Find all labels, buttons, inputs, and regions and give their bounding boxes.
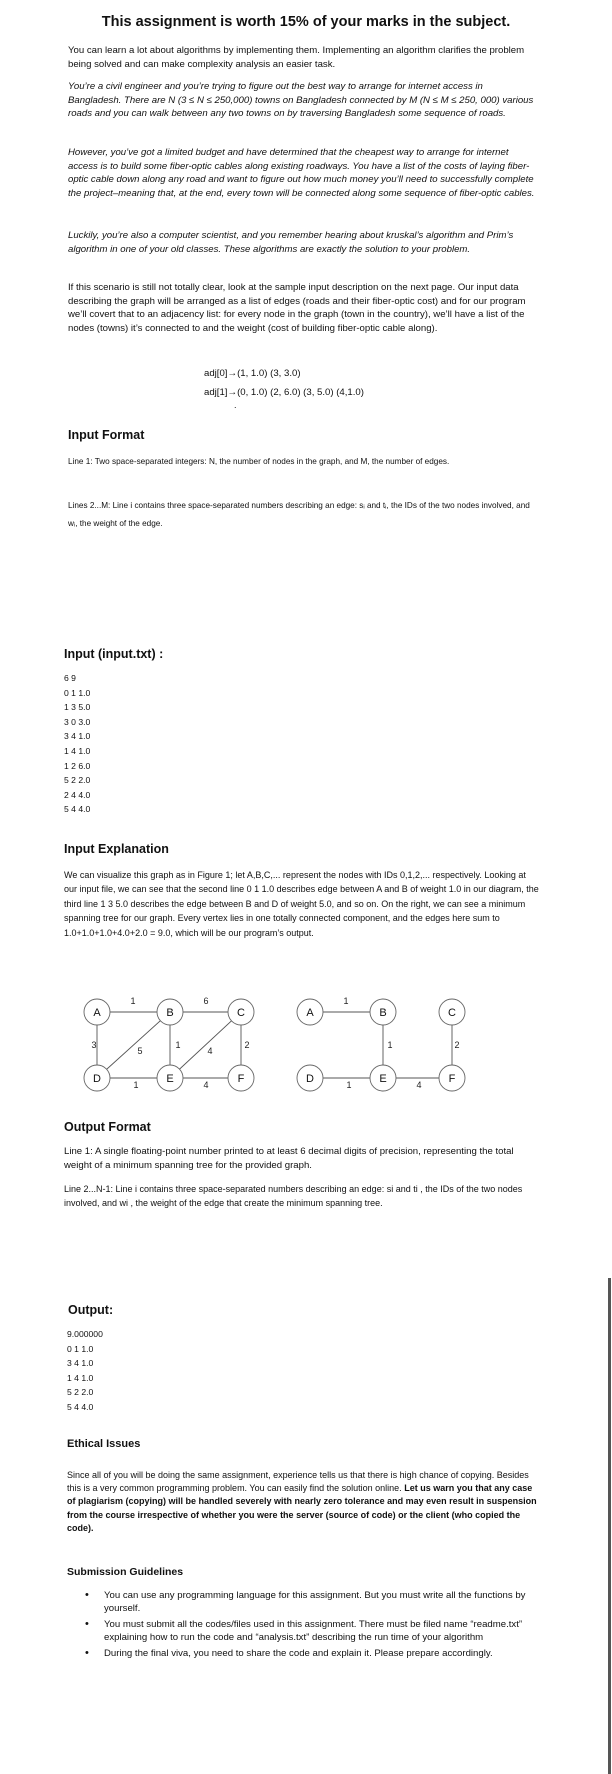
ethical-warning-text: Let us warn you that any case of plagiarism (copying) will be handled severely with nearly zero tolerance and may even result in suspension from the course irrespective of whether you were the server (source of code) or the client (who copied the code).: [67, 1483, 537, 1533]
graph-node-label-d: D: [93, 1073, 101, 1085]
output-lines: [67, 1327, 103, 1415]
output-line: 0 1 1.0: [67, 1343, 94, 1354]
input-format-line-2: Lines 2...M: Line i contains three space-separated numbers describing an edge: sᵢ and tᵢ, the IDs of the two nodes involved, and wᵢ, the weight of the edge.: [68, 501, 530, 528]
graph-edge-weight-d-e: 1: [133, 1080, 139, 1090]
scrollbar[interactable]: [608, 1278, 611, 1774]
input-explanation-text: We can visualize this graph as in Figure 1; let A,B,C,... represent the nodes with IDs 0,1,2,... respectively. Looking at our input file, we can see that the second line 0 1 1.0 describes edge between A and B of weight 1.0 in our diagram, the third line 1 3 5.0 describes the edge between B and D of weight 5.0, and so on. On the right, we can see a minimum spanning tree for our graph. Every vertex lies in one totally connected component, and the edges here sum to 1.0+1.0+1.0+4.0+2.0 = 9.0, which will be our program’s output.: [64, 870, 539, 938]
graph-edge-weight-a-b: 1: [130, 996, 136, 1006]
graph-edge-weight-b-d: 5: [137, 1046, 143, 1056]
graph-edge-weight-b-c: 6: [203, 996, 209, 1006]
graph-edge-weight-c-e: 4: [207, 1046, 213, 1056]
intro-paragraph-1: You can learn a lot about algorithms by implementing them. Implementing an algorithm clarifies the problem being solved and can make complexity analysis an easier task.: [68, 45, 525, 70]
mst-node-label-e: E: [379, 1073, 387, 1085]
mst-graph: [297, 996, 465, 1091]
output-format-heading: Output Format: [64, 1120, 151, 1134]
mst-edge-weight-b-e: 1: [387, 1040, 393, 1050]
submission-item: • During the final viva, you need to share the code and explain it. Please prepare accordingly.: [64, 1647, 534, 1660]
input-line: 6 9: [64, 673, 76, 683]
ethical-heading: Ethical Issues: [67, 1438, 141, 1450]
output-format-line-1: Line 1: A single floating-point number printed to at least 6 decimal digits of precision, representing the total weight of a minimum spanning tree for the provided graph.: [64, 1146, 514, 1171]
graph-node-label-b: B: [166, 1007, 174, 1019]
input-explanation-heading: Input Explanation: [64, 842, 169, 856]
graph-edge-weight-a-d: 3: [91, 1040, 97, 1050]
output-format-line-2: Line 2...N-1: Line i contains three space-separated numbers describing an edge: si and ti , the IDs of the two nodes involved, and wi , the weight of the edge that create the minimum spanning tree.: [64, 1184, 523, 1208]
full-graph: [84, 996, 254, 1091]
graph-node-label-a: A: [93, 1007, 101, 1019]
output-line: 3 4 1.0: [67, 1358, 94, 1369]
adjacency-dot: .: [234, 400, 237, 410]
mst-node-label-b: B: [379, 1007, 387, 1019]
graph-edge-b-d: [97, 1012, 170, 1078]
mst-edge-weight-a-b: 1: [343, 996, 349, 1006]
intro-paragraph-3: However, you’ve got a limited budget and have determined that the cheapest way to arrange for internet access is to build some fiber-optic cables along existing roadways. You have a list of the costs of laying fiber-optic cable down along any road and want to figure out how much money you’ll need to successfully complete the project–meaning that, at the end, every town will be connected along some sequence of fiber-optic cables.: [68, 147, 535, 199]
mst-edge-weight-d-e: 1: [346, 1080, 352, 1090]
graph-node-label-c: C: [237, 1007, 245, 1019]
adjacency-line-2: adj[1]→(0, 1.0) (2, 6.0) (3, 5.0) (4,1.0): [204, 387, 364, 398]
mst-edge-weight-e-f: 4: [416, 1080, 422, 1090]
submission-list: [64, 1589, 534, 1663]
output-line: 5 2 2.0: [67, 1387, 94, 1398]
input-file-heading: Input (input.txt) :: [64, 647, 164, 661]
input-line: 0 1 1.0: [64, 687, 91, 698]
input-file-lines: [64, 671, 90, 817]
input-line: 5 2 2.0: [64, 775, 91, 786]
intro-paragraph-4: Luckily, you’re also a computer scientist, and you remember hearing about kruskal’s algorithm and Prim’s algorithm in one of your old classes. These algorithms are exactly the solution to your problem.: [68, 230, 514, 255]
graph-figure: [60, 986, 540, 1102]
graph-node-label-f: F: [237, 1073, 245, 1085]
graph-edge-c-e: [170, 1012, 241, 1078]
graph-edge-weight-c-f: 2: [244, 1040, 250, 1050]
graph-edge-weight-b-e: 1: [175, 1040, 181, 1050]
adjacency-list-example: [204, 364, 364, 421]
input-format-heading: Input Format: [68, 428, 145, 442]
ethical-text: [67, 1469, 537, 1535]
input-line: 5 4 4.0: [64, 804, 91, 815]
submission-item: • You must submit all the codes/files used in this assignment. There must be filed name “readme.txt” explaining how to run the code and “analysis.txt” describing the run time of your algorithm: [64, 1618, 534, 1644]
input-line: 3 0 3.0: [64, 716, 91, 727]
submission-heading: Submission Guidelines: [67, 1566, 184, 1578]
mst-edge-weight-c-f: 2: [454, 1040, 460, 1050]
intro-paragraph-2: You’re a civil engineer and you’re trying to figure out the best way to arrange for internet access in Bangladesh. There are N (3 ≤ N ≤ 250,000) towns on Bangladesh connected by M (N ≤ M ≤ 250, 000) various roads and you can walk between any two towns on by traversing Bangladesh some sequence of roads.: [68, 81, 534, 119]
adjacency-line-1: adj[0]→(1, 1.0) (3, 3.0): [204, 368, 301, 379]
mst-node-label-d: D: [306, 1073, 314, 1085]
output-line: 1 4 1.0: [67, 1372, 94, 1383]
graph-edge-weight-e-f: 4: [203, 1080, 209, 1090]
graph-node-label-e: E: [166, 1073, 174, 1085]
mst-node-label-a: A: [306, 1007, 314, 1019]
output-line: 9.000000: [67, 1329, 103, 1339]
submission-item: • You can use any programming language for this assignment. But you must write all the functions by yourself.: [64, 1589, 534, 1615]
ethical-plain-text: Since all of you will be doing the same assignment, experience tells us that there is high chance of copying. Besides this is a very common programming problem. You can easily find the solution online.: [67, 1470, 529, 1494]
intro-paragraph-5: If this scenario is still not totally clear, look at the sample input description on the next page. Our input data describing the graph will be arranged as a list of edges (roads and their fiber-optic cost) and for our program we’ll covert that to an adjacency list: for every node in the graph (town in the country), we’ll have a list of the nodes (towns) it’s connected to and the weight (cost of building fiber-optic cable along).: [68, 282, 526, 334]
input-line: 2 4 4.0: [64, 789, 91, 800]
input-line: 1 4 1.0: [64, 745, 91, 756]
input-line: 3 4 1.0: [64, 731, 91, 742]
page-title: This assignment is worth 15% of your marks in the subject.: [101, 14, 511, 30]
mst-node-label-f: F: [448, 1073, 456, 1085]
mst-node-label-c: C: [448, 1007, 456, 1019]
input-line: 1 3 5.0: [64, 702, 91, 713]
input-line: 1 2 6.0: [64, 760, 91, 771]
output-line: 5 4 4.0: [67, 1401, 94, 1412]
input-format-line-1: Line 1: Two space-separated integers: N, the number of nodes in the graph, and M, the number of edges.: [68, 457, 450, 466]
output-heading: Output:: [68, 1303, 114, 1317]
